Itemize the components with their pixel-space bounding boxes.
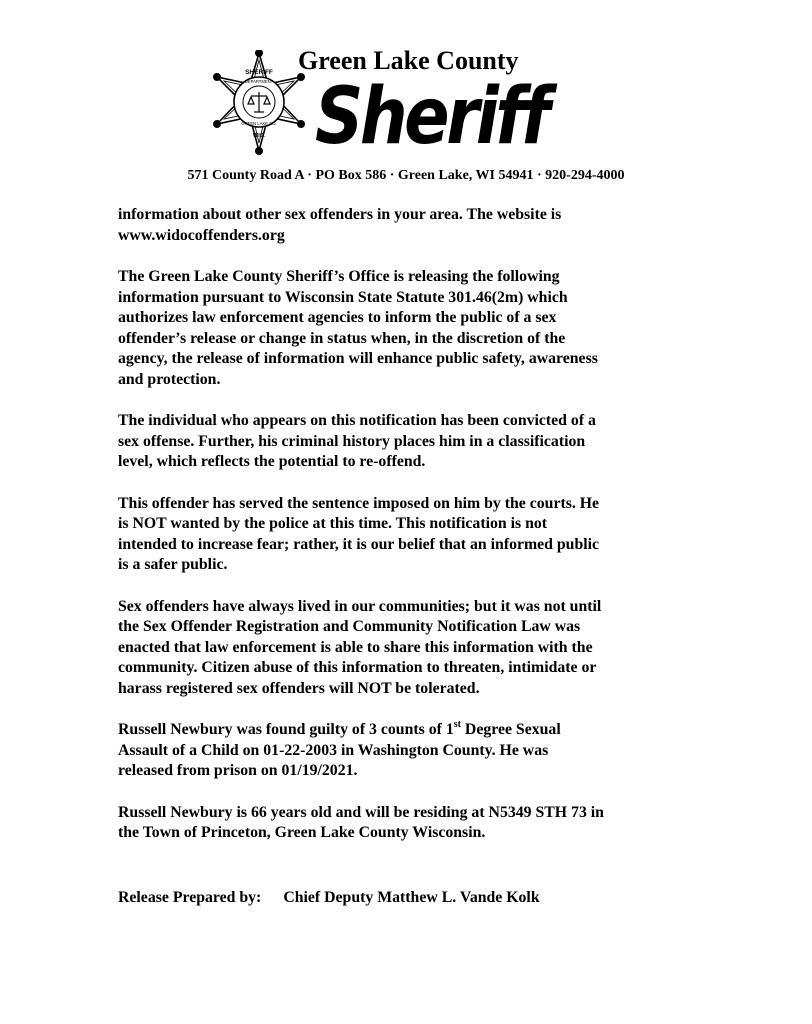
- text-line: released from prison on 01/19/2021.: [118, 762, 358, 779]
- text-line: information about other sex offenders in your area. The website is: [118, 206, 562, 223]
- letterhead: [0, 0, 812, 200]
- release-label: Release Prepared by:: [118, 889, 262, 906]
- text-line: is a safer public.: [118, 556, 228, 573]
- text-line: authorizes law enforcement agencies to inform the public of a sex: [118, 309, 557, 326]
- badge-top-text: SHERIFF: [245, 69, 273, 76]
- text-line: level, which reflects the potential to re-offend.: [118, 453, 426, 470]
- badge-bottom-text: WIS.: [253, 133, 265, 139]
- badge-ring-bottom-text: GREEN LAKE CO.: [241, 121, 277, 126]
- county-name: Green Lake County: [298, 46, 519, 75]
- residence-paragraph: [118, 803, 718, 844]
- classification-paragraph: [118, 411, 718, 473]
- text-line: This offender has served the sentence imposed on him by the courts. He: [118, 494, 600, 512]
- text-line: and protection.: [118, 370, 221, 388]
- badge-ring-top-text: DEPARTMENT: [244, 79, 274, 84]
- text-line: harass registered sex offenders will NOT be tolerated.: [118, 679, 480, 697]
- website-paragraph: [118, 205, 718, 246]
- website-link-text: www.widocoffenders.org: [118, 226, 285, 244]
- statute-paragraph: [118, 267, 718, 390]
- text-line: Sex offenders have always lived in our communities; but it was not until: [118, 597, 602, 615]
- sentence-served-paragraph: [118, 494, 718, 576]
- text-line: sex offense. Further, his criminal history places him in a classification: [118, 432, 586, 450]
- text-line: is NOT wanted by the police at this time. This notification is not: [118, 515, 548, 532]
- text-line: Russell Newbury is 66 years old and will be residing at N5349 STH 73 in: [118, 803, 604, 821]
- sheriff-title: Sheriff: [315, 72, 547, 162]
- text-line: intended to increase fear; rather, it is our belief that an informed public: [118, 535, 600, 553]
- text-line: agency, the release of information will enhance public safety, awareness: [118, 350, 598, 367]
- text-line: enacted that law enforcement is able to share this information with the: [118, 638, 593, 656]
- text-line: [118, 720, 718, 741]
- community-paragraph: [118, 597, 718, 700]
- notification-body: [118, 205, 718, 844]
- release-signature-line: [118, 888, 540, 908]
- text-line: community. Citizen abuse of this information to threaten, intimidate or: [118, 659, 597, 676]
- conviction-text: Degree Sexual: [460, 721, 561, 738]
- conviction-paragraph: [118, 720, 718, 782]
- text-line: information pursuant to Wisconsin State Statute 301.46(2m) which: [118, 288, 568, 306]
- release-preparer: Chief Deputy Matthew L. Vande Kolk: [283, 889, 540, 906]
- text-line: Assault of a Child on 01-22-2003 in Washington County. He was: [118, 741, 549, 759]
- text-line: the Town of Princeton, Green Lake County Wisconsin.: [118, 824, 486, 841]
- text-line: The individual who appears on this notification has been convicted of a: [118, 412, 596, 429]
- text-line: The Green Lake County Sheriff’s Office is releasing the following: [118, 268, 560, 285]
- office-address: 571 County Road A · PO Box 586 · Green Lake, WI 54941 · 920-294-4000: [187, 168, 625, 183]
- text-line: the Sex Offender Registration and Community Notification Law was: [118, 618, 581, 635]
- ordinal-suffix: st: [453, 718, 461, 730]
- conviction-text: Russell Newbury was found guilty of 3 counts of 1: [118, 721, 454, 738]
- text-line: offender’s release or change in status when, in the discretion of the: [118, 329, 566, 347]
